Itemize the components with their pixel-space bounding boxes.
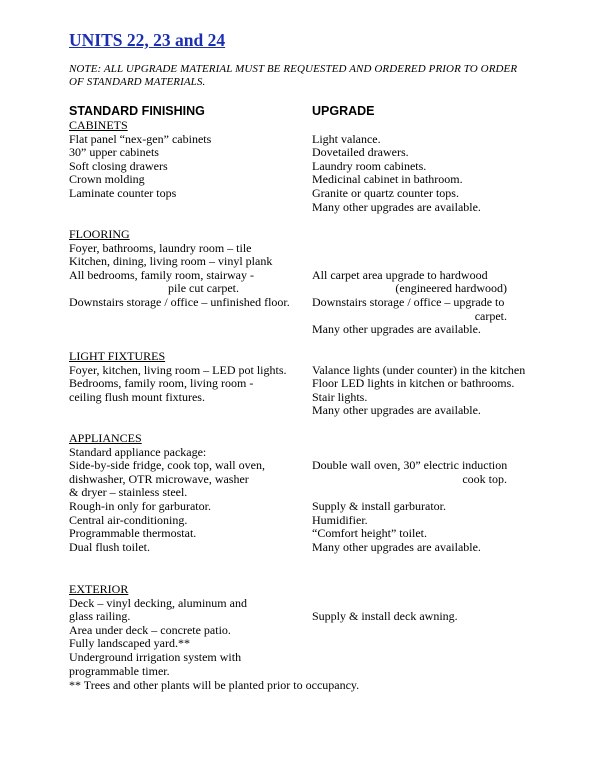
- upgrade-item: Laundry room cabinets.: [312, 158, 427, 173]
- exterior-row: [69, 610, 549, 624]
- lighting-row: [69, 391, 549, 405]
- cabinets-row: [69, 133, 549, 147]
- upgrade-item: [312, 242, 507, 256]
- upgrade-item: Many other upgrades are available.: [312, 539, 481, 554]
- lighting-row: [69, 377, 549, 391]
- standard-item-continued: [69, 282, 312, 296]
- standard-item: Crown molding: [69, 172, 145, 187]
- upgrade-item: “Comfort height” toilet.: [312, 526, 427, 541]
- cabinets-row: [69, 173, 549, 187]
- lighting-row: [69, 404, 549, 418]
- appliances-row: [69, 541, 549, 555]
- standard-item: Programmable thermostat.: [69, 526, 197, 541]
- upgrade-item: carpet.: [474, 308, 507, 323]
- upgrade-item: [312, 637, 507, 651]
- standard-item: dishwasher, OTR microwave, washer: [69, 471, 249, 486]
- standard-item: programmable timer.: [69, 663, 170, 678]
- upgrade-item: Floor LED lights in kitchen or bathrooms.: [312, 376, 515, 391]
- standard-item: ceiling flush mount fixtures.: [69, 389, 205, 404]
- upgrade-item: All carpet area upgrade to hardwood: [312, 267, 488, 282]
- standard-item: Central air-conditioning.: [69, 512, 188, 527]
- standard-item: Deck – vinyl decking, aluminum and: [69, 595, 247, 610]
- flooring-row: [69, 296, 549, 310]
- exterior-section: [69, 583, 549, 678]
- lighting-row: [69, 364, 549, 378]
- upgrade-item: [312, 665, 507, 679]
- flooring-section: [69, 228, 549, 337]
- standard-item-text: pile cut carpet.: [168, 281, 239, 296]
- standard-item: [69, 310, 312, 324]
- upgrade-item: Light valance.: [312, 131, 381, 146]
- standard-item: Side-by-side fridge, cook top, wall oven,: [69, 458, 265, 473]
- upgrade-item: Many other upgrades are available.: [312, 199, 481, 214]
- upgrade-item: [312, 446, 507, 460]
- upgrade-item: Many other upgrades are available.: [312, 403, 481, 418]
- appliances-row: [69, 459, 549, 473]
- standard-item: All bedrooms, family room, stairway -: [69, 267, 254, 282]
- upgrade-item: [312, 597, 507, 611]
- flooring-row: [69, 269, 549, 283]
- cabinets-row: [69, 160, 549, 174]
- upgrade-item: Granite or quartz counter tops.: [312, 185, 459, 200]
- cabinets-row: [69, 146, 549, 160]
- standard-item: Fully landscaped yard.**: [69, 636, 190, 651]
- light-fixtures-section: [69, 350, 549, 418]
- standard-item: & dryer – stainless steel.: [69, 485, 188, 500]
- cabinets-section: [69, 119, 549, 214]
- exterior-row: [69, 637, 549, 651]
- standard-item: Dual flush toilet.: [69, 539, 150, 554]
- upgrade-note: NOTE: ALL UPGRADE MATERIAL MUST BE REQUESTED AND ORDERED PRIOR TO ORDER OF STANDARD MATERIALS.: [69, 63, 518, 88]
- standard-item: Standard appliance package:: [69, 444, 207, 459]
- flooring-row: [69, 242, 549, 256]
- upgrade-item: Stair lights.: [312, 389, 368, 404]
- upgrade-item: Dovetailed drawers.: [312, 145, 409, 160]
- exterior-title: EXTERIOR: [69, 582, 129, 596]
- standard-item: Underground irrigation system with: [69, 649, 242, 664]
- upgrade-item: [312, 624, 507, 638]
- page-title: UNITS 22, 23 and 24: [69, 30, 226, 50]
- flooring-title: FLOORING: [69, 227, 130, 241]
- upgrade-item: [312, 486, 507, 500]
- appliances-row: [69, 500, 549, 514]
- light-fixtures-title: LIGHT FIXTURES: [69, 349, 166, 363]
- standard-item: Soft closing drawers: [69, 158, 168, 173]
- standard-item: Foyer, bathrooms, laundry room – tile: [69, 240, 252, 255]
- upgrade-item: (engineered hardwood): [395, 281, 507, 296]
- upgrade-item: Many other upgrades are available.: [312, 322, 481, 337]
- appliances-section: [69, 432, 549, 554]
- upgrade-item: [312, 651, 507, 665]
- standard-finishing-header: STANDARD FINISHING: [69, 104, 205, 118]
- standard-item: Laminate counter tops: [69, 185, 177, 200]
- standard-item: Kitchen, dining, living room – vinyl plank: [69, 254, 273, 269]
- cabinets-row: [69, 201, 549, 215]
- standard-item: Bedrooms, family room, living room -: [69, 376, 254, 391]
- cabinets-row: [69, 187, 549, 201]
- flooring-row: [69, 255, 549, 269]
- standard-item: [69, 201, 312, 215]
- appliances-title: APPLIANCES: [69, 431, 142, 445]
- footnote: ** Trees and other plants will be planted prior to occupancy.: [69, 678, 360, 692]
- standard-item: [69, 323, 312, 337]
- standard-item: [69, 404, 312, 418]
- upgrade-item: Supply & install garburator.: [312, 498, 446, 513]
- upgrade-item: Downstairs storage / office – upgrade to: [312, 294, 505, 309]
- upgrade-item: Supply & install deck awning.: [312, 609, 458, 624]
- exterior-row: [69, 624, 549, 638]
- standard-item: Area under deck – concrete patio.: [69, 622, 231, 637]
- standard-item: Rough-in only for garburator.: [69, 498, 211, 513]
- standard-item: Flat panel “nex-gen” cabinets: [69, 131, 212, 146]
- exterior-row: [69, 665, 549, 679]
- cabinets-title: CABINETS: [69, 118, 128, 132]
- appliances-row: [69, 486, 549, 500]
- appliances-row: [69, 514, 549, 528]
- appliances-row: [69, 473, 549, 487]
- exterior-row: [69, 651, 549, 665]
- flooring-row: [69, 310, 549, 324]
- exterior-row: [69, 597, 549, 611]
- flooring-row: [69, 323, 549, 337]
- standard-item: 30” upper cabinets: [69, 145, 159, 160]
- appliances-row: [69, 527, 549, 541]
- upgrade-item: Humidifier.: [312, 512, 368, 527]
- appliances-row: [69, 446, 549, 460]
- upgrade-item: cook top.: [462, 471, 507, 486]
- upgrade-item: Medicinal cabinet in bathroom.: [312, 172, 463, 187]
- upgrade-item: Valance lights (under counter) in the kitchen: [312, 362, 526, 377]
- upgrade-header: UPGRADE: [312, 104, 375, 118]
- standard-item: Foyer, kitchen, living room – LED pot lights.: [69, 362, 287, 377]
- standard-item: glass railing.: [69, 609, 131, 624]
- flooring-row: [69, 282, 549, 296]
- upgrade-item: [312, 255, 507, 269]
- upgrade-item: Double wall oven, 30” electric induction: [312, 458, 508, 473]
- standard-item: Downstairs storage / office – unfinished floor.: [69, 294, 290, 309]
